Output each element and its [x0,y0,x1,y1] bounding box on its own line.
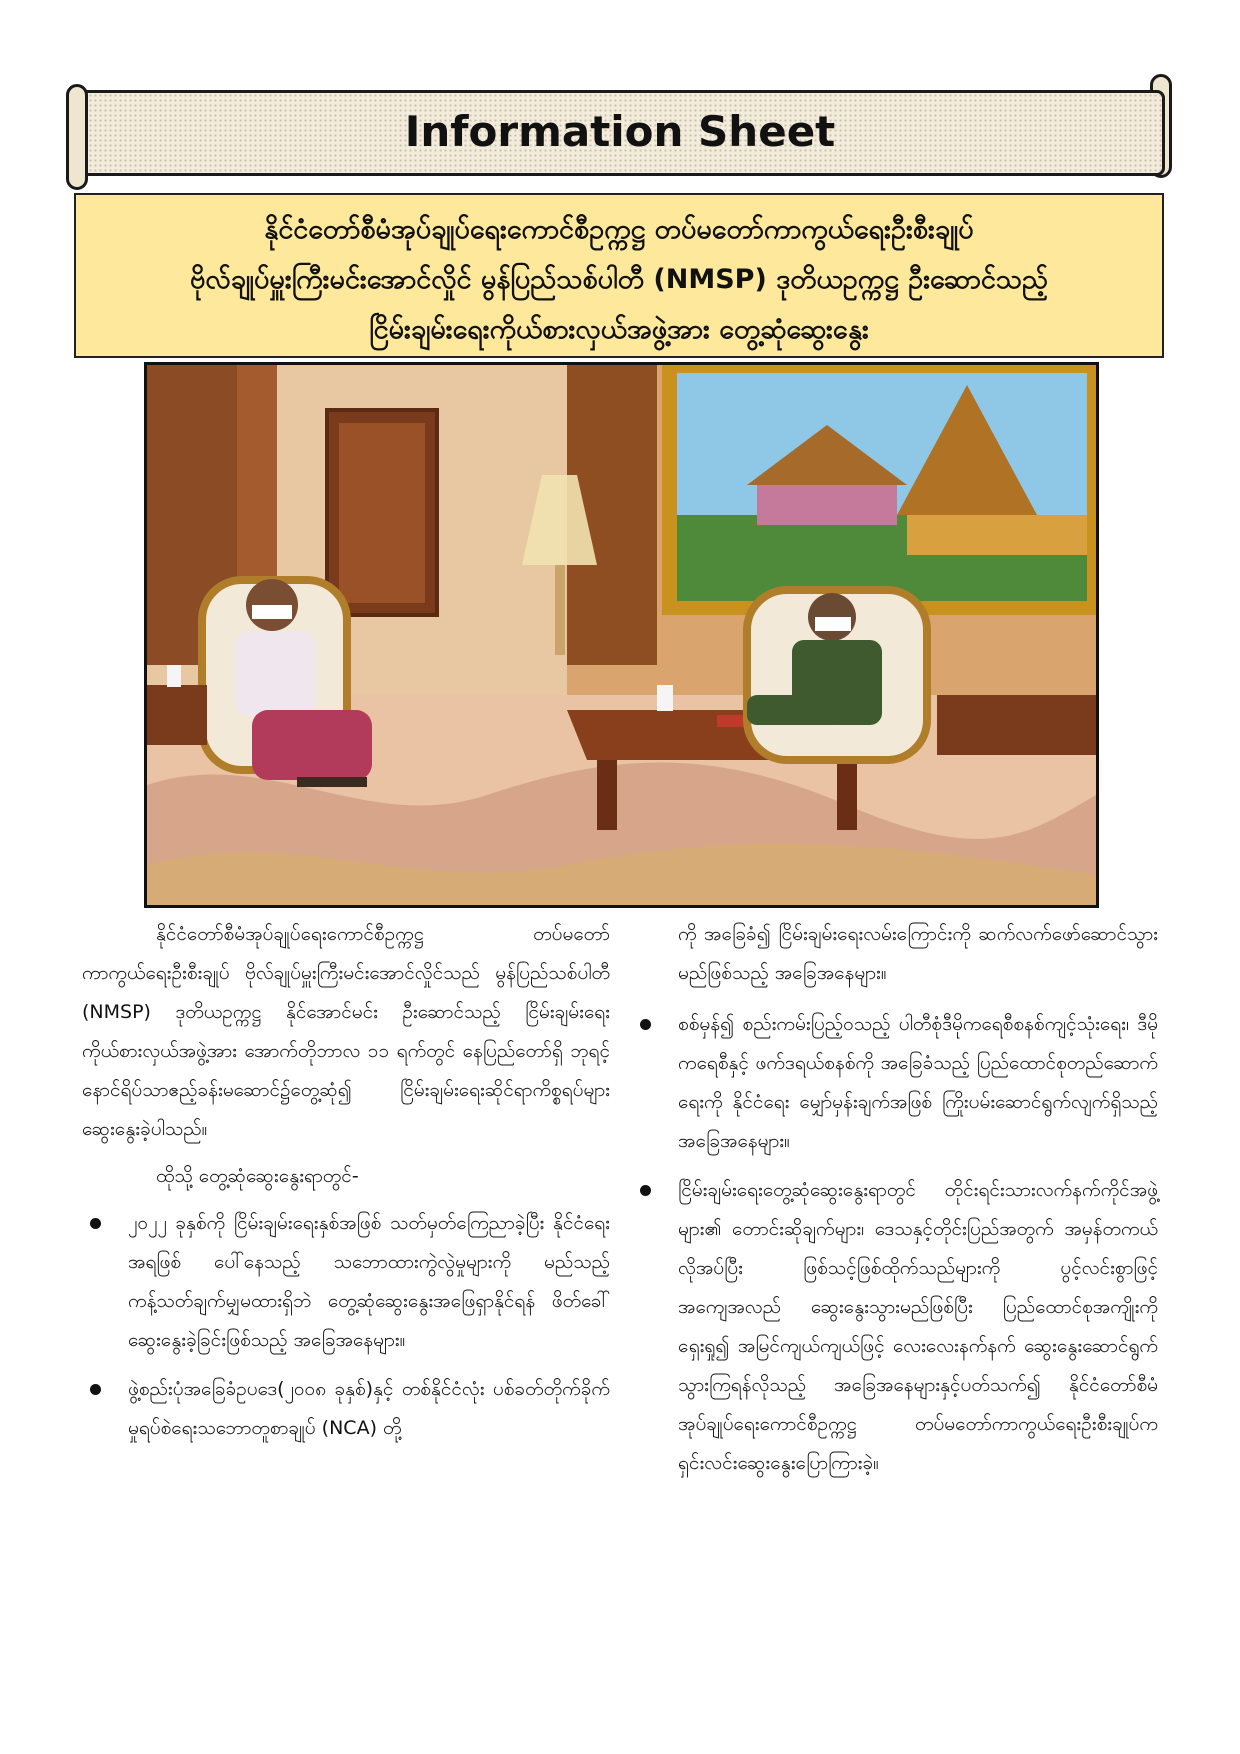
guest-longyi [252,710,372,780]
side-table-right [937,695,1096,755]
bullet-text: ဖွဲ့စည်းပုံအခြေခံဥပဒေ(၂၀၀၈ ခုနှစ်)နှင့် တစ်နိုင်ငံလုံး ပစ်ခတ်တိုက်ခိုက်မှုရပ်စဲရေးသဘောတူစာချုပ် (NCA) တို့ [128,1378,610,1439]
headline-line-2: ဗိုလ်ချုပ်မှူးကြီးမင်းအောင်လှိုင် မွန်ပြည်သစ်ပါတီ (NMSP) ဒုတိယဥက္ကဋ္ဌ ဦးဆောင်သည့် [189,264,1049,295]
chandelier-stand [555,565,565,655]
teacup-left [167,665,181,687]
palace-hall [757,485,897,525]
palace-base [907,515,1087,555]
bullet-dot-icon [640,1185,651,1196]
bullet-dot-icon [640,1019,651,1030]
page-title: Information Sheet [404,107,836,156]
meeting-photo-illustration [147,365,1096,905]
bullet-dot-icon [90,1218,101,1229]
lead-line: ထိုသို့ တွေ့ဆုံဆွေးနွေးရာတွင်- [156,1165,359,1187]
banner-scroll-curl-left [66,84,88,190]
bullet-item [82,1370,610,1448]
guest-shirt [235,631,315,716]
bullet-text: စစ်မှန်၍ စည်းကမ်းပြည့်ဝသည့် ပါတီစုံဒီမိုကရေစီစနစ်ကျင့်သုံးရေး၊ ဒီမိုကရေစီနှင့် ဖက်ဒရယ်စနစ်ကို အခြေခံသည့် ပြည်ထောင်စုတည်ဆောက်ရေးကို နိုင်ငံရေး မျှော်မှန်းချက်အဖြစ် ကြိုးပမ်းဆောင်ရွက်လျက်ရှိသည့် အခြေအနေများ။ [678,1013,1158,1152]
bullet-text: ငြိမ်းချမ်းရေးတွေ့ဆုံဆွေးနွေးရာတွင် တိုင်းရင်းသားလက်နက်ကိုင်အဖွဲ့များ၏ တောင်းဆိုချက်များ၊ ဒေသနှင့်တိုင်းပြည်အတွက် အမှန်တကယ်လိုအပ်ပြီး ဖြစ်သင့်ဖြစ်ထိုက်သည်များကို ပွင့်လင်းစွာဖြင့် အကျေအလည် ဆွေးနွေးသွားမည်ဖြစ်ပြီး ပြည်ထောင်စုအကျိုးကို ရှေးရှု၍ အမြင်ကျယ်ကျယ်ဖြင့် လေးလေးနက်နက် ဆွေးနွေးဆောင်ရွက်သွားကြရန်လိုသည့် အခြေအနေများနှင့်ပတ်သက်၍ နိုင်ငံတော်စီမံအုပ်ချုပ်ရေးကောင်စီဥက္ကဋ္ဌ တပ်မတော်ကာကွယ်ရေးဦးစီးချုပ်က ရှင်းလင်းဆွေးနွေးပြောကြားခဲ့။ [678,1179,1158,1474]
bullet-continuation: ကို အခြေခံ၍ ငြိမ်းချမ်းရေးလမ်းကြောင်းကို ဆက်လက်ဖော်ဆောင်သွားမည်ဖြစ်သည့် အခြေအနေများ။ [678,923,1158,984]
intro-paragraph: နိုင်ငံတော်စီမံအုပ်ချုပ်ရေးကောင်စီဥက္ကဋ္ဌ တပ်မတော်ကာကွယ်ရေးဦးစီးချုပ် ဗိုလ်ချုပ်မှူးကြီးမင်းအောင်လှိုင်သည် မွန်ပြည်သစ်ပါတီ (NMSP) ဒုတိယဥက္ကဋ္ဌ နိုင်အောင်မင်း ဦးဆောင်သည့် ငြိမ်းချမ်းရေးကိုယ်စားလှယ်အဖွဲ့အား အောက်တိုဘာလ ၁၁ ရက်တွင် နေပြည်တော်ရှိ ဘုရင့်နောင်ရိပ်သာဧည့်ခန်းမဆောင်၌တွေ့ဆုံ၍ ငြိမ်းချမ်းရေးဆိုင်ရာကိစ္စရပ်များ ဆွေးနွေးခဲ့ပါသည်။ [82,923,610,1140]
host-uniform-legs [747,695,837,725]
guest-sandals [297,777,367,787]
bullet-dot-icon [90,1384,101,1395]
bullet-text: ၂၀၂၂ ခုနှစ်ကို ငြိမ်းချမ်းရေးနှစ်အဖြစ် သတ်မှတ်ကြေညာခဲ့ပြီး နိုင်ငံရေးအရဖြစ် ပေါ်နေသည့် သဘောထားကွဲလွဲမှုများကို မည်သည့်ကန့်သတ်ချက်မျှမထားရှိဘဲ တွေ့ဆုံဆွေးနွေးအဖြေရှာနိုင်ရန် ဖိတ်ခေါ်ဆွေးနွေးခဲ့ခြင်းဖြစ်သည့် အခြေအနေများ။ [128,1212,610,1351]
body-column-right [632,915,1158,1493]
teacup-center [657,685,673,711]
bullet-item [632,1005,1158,1161]
bullet-item [82,1204,610,1360]
banner [75,90,1165,176]
headline-line-1: နိုင်ငံတော်စီမံအုပ်ချုပ်ရေးကောင်စီဥက္ကဋ္ဌ တပ်မတော်ကာကွယ်ရေးဦးစီးချုပ် [264,214,974,245]
meeting-photo [144,362,1099,908]
carved-wall-panel-inner [339,423,425,603]
center-table-leg-right [837,760,857,830]
headline-box [74,193,1164,358]
host-mask [815,617,851,631]
headline-line-3: ငြိမ်းချမ်းရေးကိုယ်စားလှယ်အဖွဲ့အား တွေ့ဆုံဆွေးနွေး [369,314,869,345]
center-table-leg-left [597,760,617,830]
side-table-left [147,685,207,745]
body-column-left [82,915,610,1458]
bullet-item [632,1171,1158,1483]
guest-mask [252,605,292,619]
